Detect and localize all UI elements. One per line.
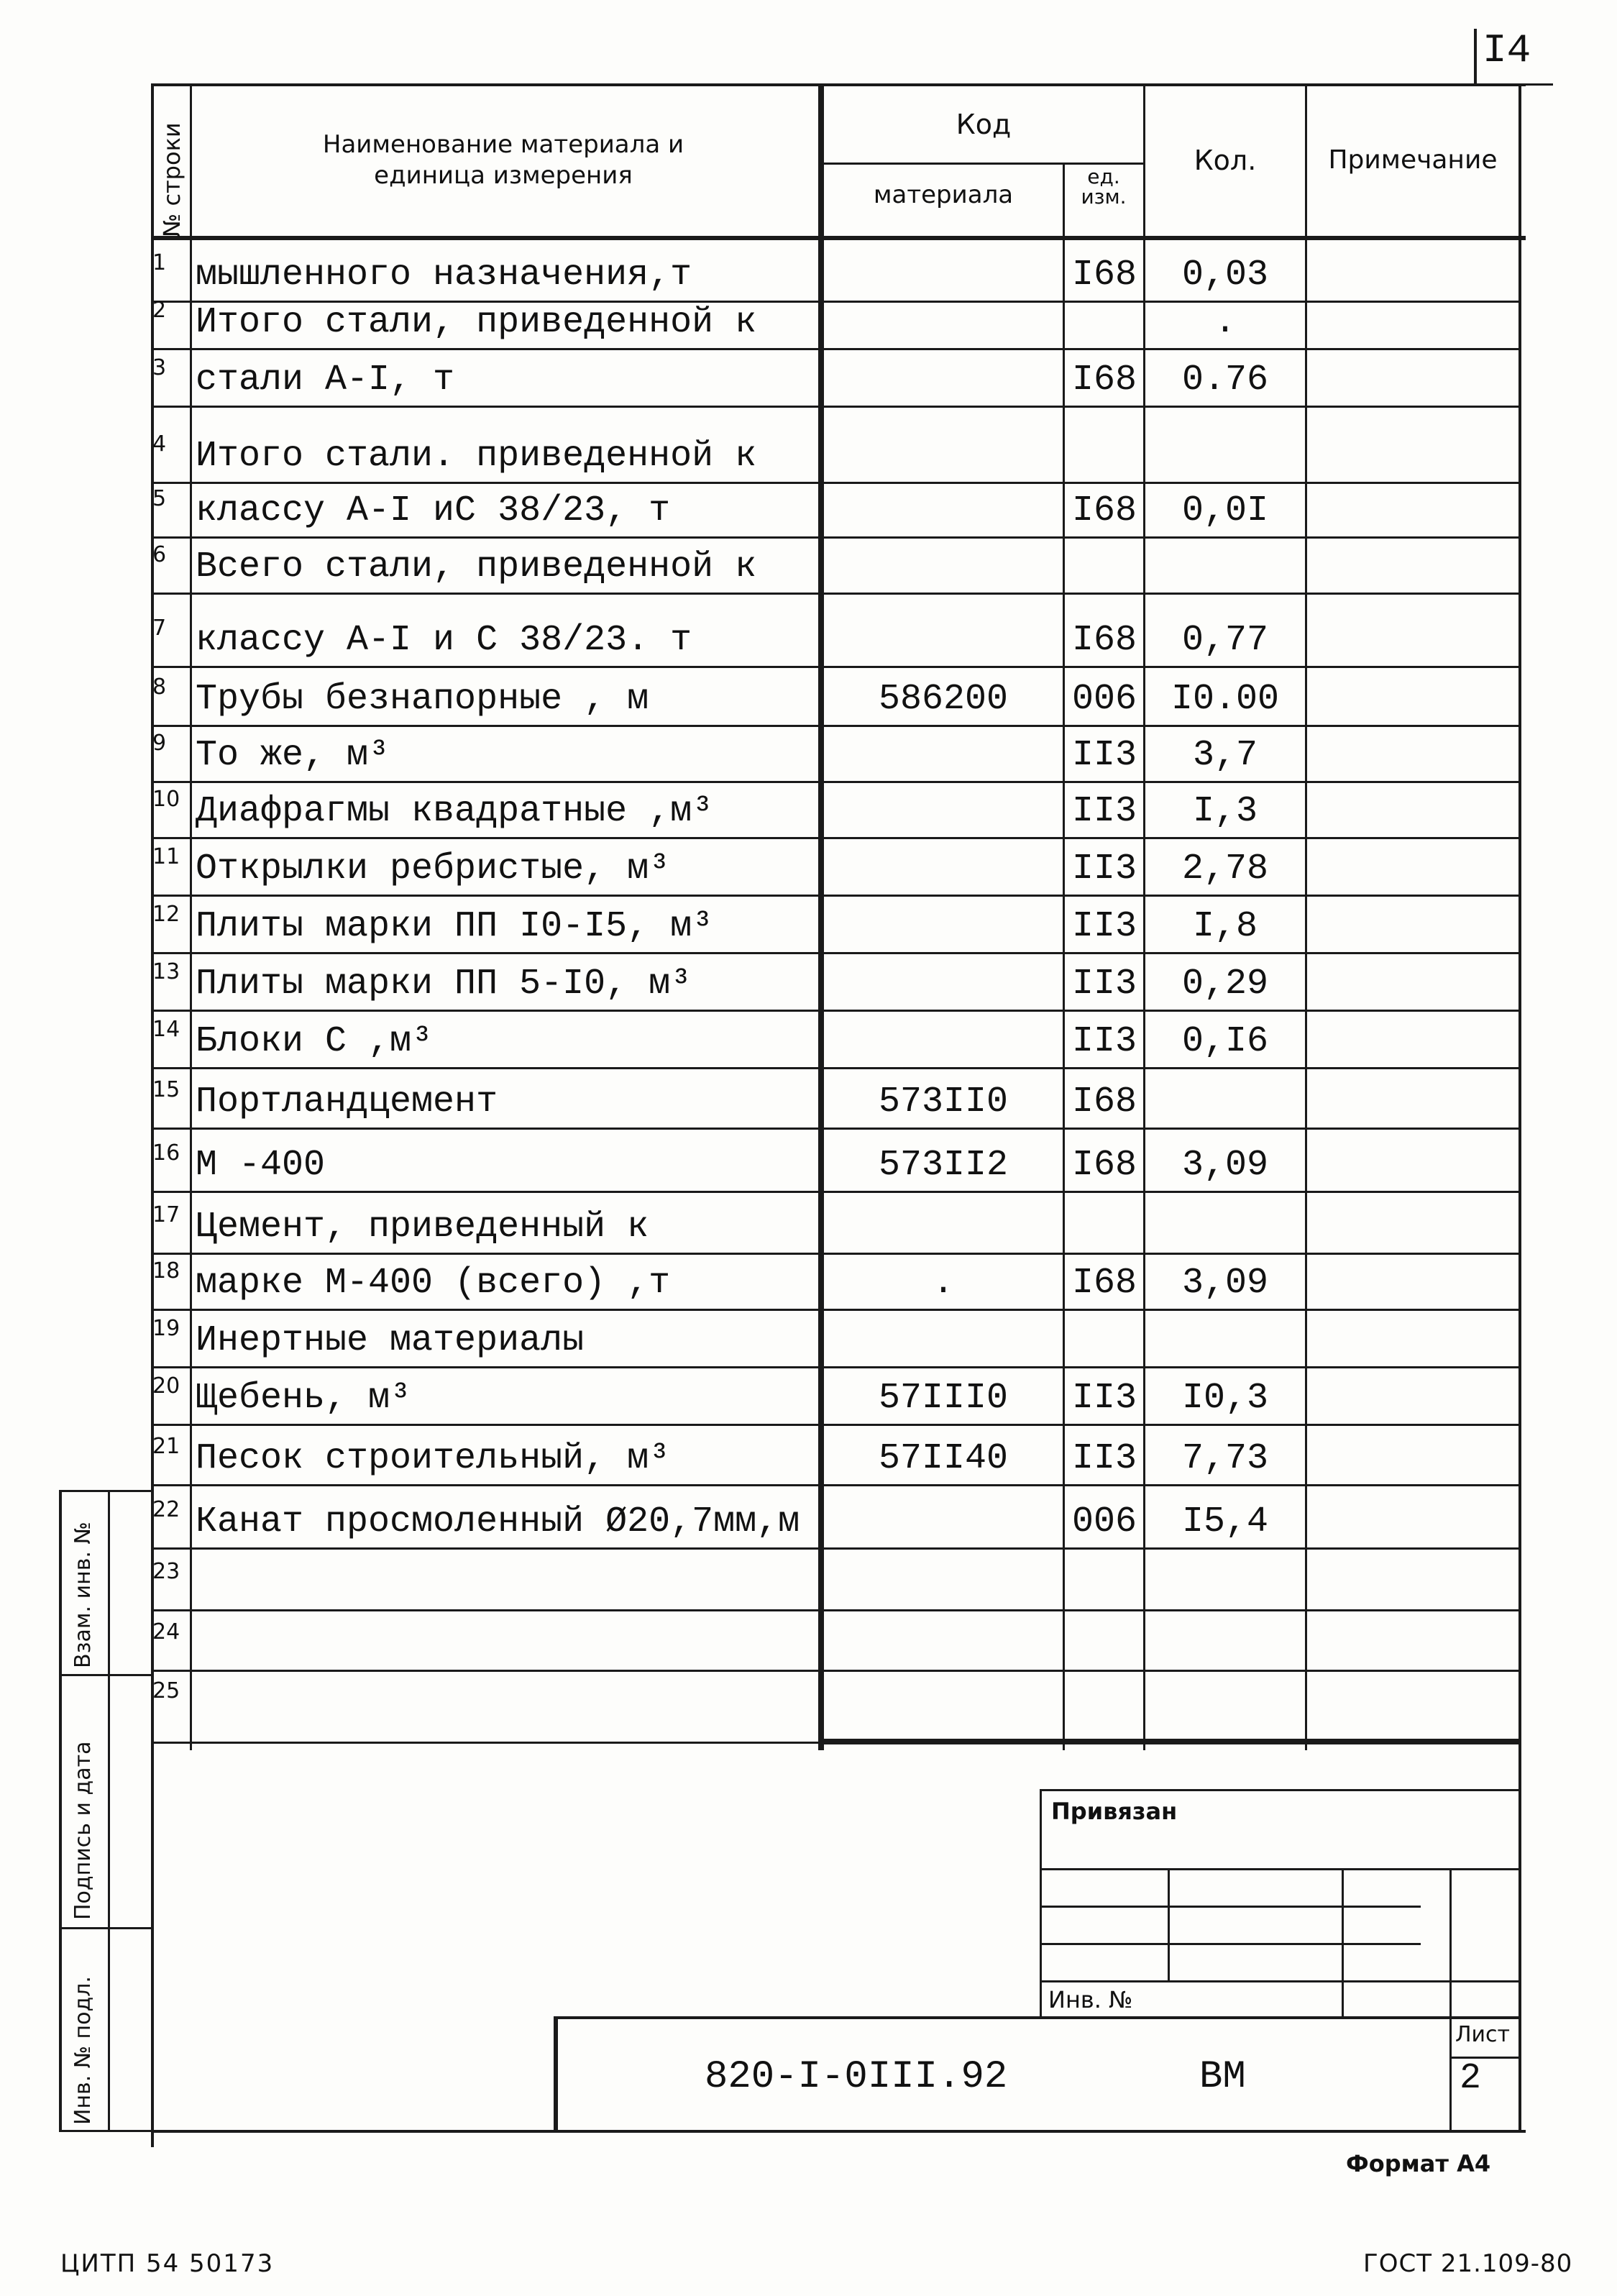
- code-unit-header: ед. изм.: [1081, 165, 1127, 209]
- row-divider: [151, 1547, 1521, 1550]
- material-name: Портландцемент: [196, 1081, 498, 1122]
- quantity: 0,03: [1181, 255, 1269, 296]
- row-number: 5: [152, 486, 167, 511]
- row-divider: [151, 1609, 1521, 1611]
- unit-code: I68: [1071, 1145, 1137, 1186]
- unit-code: 006: [1071, 1501, 1137, 1542]
- row-number: 20: [152, 1373, 180, 1399]
- unit-code: I68: [1071, 620, 1137, 661]
- unit-code: I68: [1071, 255, 1137, 296]
- row-number: 7: [152, 616, 167, 641]
- quantity: I0,3: [1181, 1378, 1269, 1419]
- name-column-header: Наименование материала и единица измерения: [322, 130, 684, 190]
- row-divider: [151, 593, 1521, 595]
- row-number: 4: [152, 431, 167, 457]
- note-column-header: Примечание: [1328, 145, 1498, 175]
- material-name: Итого стали. приведенной к: [196, 436, 757, 477]
- quantity: 0,77: [1181, 620, 1269, 661]
- material-name: То же, м³: [196, 735, 390, 776]
- row-divider: [151, 348, 1521, 350]
- material-name: Трубы безнапорные , м: [196, 679, 649, 720]
- code-material-header: материала: [873, 180, 1014, 209]
- row-number: 12: [152, 902, 180, 927]
- material-name: Открылки ребристые, м³: [196, 849, 671, 889]
- quantity: .: [1214, 302, 1236, 343]
- format-label: Формат А4: [1346, 2150, 1491, 2177]
- unit-code: II3: [1071, 1438, 1137, 1479]
- row-number: 6: [152, 542, 167, 567]
- row-divider: [151, 1366, 1521, 1368]
- page-number: I4: [1483, 27, 1531, 73]
- material-code: .: [932, 1263, 954, 1304]
- quantity: I5,4: [1181, 1501, 1269, 1542]
- material-name: мышленного назначения,т: [196, 255, 692, 296]
- unit-code: II3: [1071, 964, 1137, 1005]
- row-divider: [151, 1010, 1521, 1012]
- unit-code: II3: [1071, 1378, 1137, 1419]
- qty-column-header: Кол.: [1194, 145, 1257, 176]
- quantity: 3,7: [1192, 735, 1258, 776]
- row-number: 13: [152, 959, 180, 984]
- quantity: I,8: [1192, 906, 1258, 947]
- row-divider: [151, 725, 1521, 727]
- inv-podl-label: Инв. № подл.: [70, 1976, 96, 2125]
- material-name: Всего стали, приведенной к: [196, 546, 757, 587]
- material-name: Итого стали, приведенной к: [196, 302, 757, 343]
- material-name: Диафрагмы квадратные ,м³: [196, 791, 714, 832]
- material-code: 57II40: [878, 1438, 1009, 1479]
- material-name: классу А-I и С 38/23. т: [196, 620, 692, 661]
- code-column-header: Код: [956, 109, 1012, 140]
- quantity: 0,0I: [1181, 490, 1269, 531]
- row-number: 22: [152, 1497, 180, 1522]
- row-number: 25: [152, 1678, 180, 1703]
- material-name: классу А-I иС 38/23, т: [196, 490, 671, 531]
- row-divider: [151, 1253, 1521, 1255]
- row-number: 1: [152, 250, 167, 275]
- material-name: Цемент, приведенный к: [196, 1207, 649, 1248]
- material-name: марке М-400 (всего) ,т: [196, 1263, 671, 1304]
- row-number: 16: [152, 1140, 180, 1166]
- material-name: М -400: [196, 1145, 326, 1186]
- inv-no-label: Инв. №: [1048, 1986, 1133, 2013]
- vzam-inv-label: Взам. инв. №: [70, 1522, 96, 1668]
- sheet-label: Лист: [1455, 2022, 1511, 2047]
- row-number: 18: [152, 1258, 180, 1284]
- row-number: 19: [152, 1316, 180, 1341]
- unit-code: I68: [1071, 1263, 1137, 1304]
- row-number: 2: [152, 298, 167, 323]
- unit-code: I68: [1071, 1081, 1137, 1122]
- material-name: Инертные материалы: [196, 1320, 585, 1361]
- row-divider: [151, 1670, 1521, 1672]
- quantity: 0.76: [1181, 360, 1269, 401]
- row-divider: [151, 837, 1521, 839]
- quantity: 2,78: [1181, 849, 1269, 889]
- footer-right: ГОСТ 21.109-80: [1363, 2249, 1573, 2278]
- row-number: 17: [152, 1202, 180, 1227]
- row-number: 10: [152, 787, 180, 812]
- row-number: 24: [152, 1619, 180, 1645]
- row-number: 3: [152, 355, 167, 380]
- unit-code: II3: [1071, 791, 1137, 832]
- sheet-number: 2: [1460, 2058, 1482, 2099]
- unit-code: I68: [1071, 360, 1137, 401]
- row-divider: [151, 1191, 1521, 1193]
- row-divider: [151, 1128, 1521, 1130]
- material-name: Блоки С ,м³: [196, 1021, 434, 1062]
- row-number: 14: [152, 1017, 180, 1042]
- document-type: ВМ: [1199, 2055, 1246, 2099]
- material-name: Песок строительный, м³: [196, 1438, 671, 1479]
- row-divider: [151, 1067, 1521, 1069]
- material-code: 586200: [878, 679, 1009, 720]
- quantity: 3,09: [1181, 1145, 1269, 1186]
- material-code: 573II2: [878, 1145, 1009, 1186]
- material-code: 57III0: [878, 1378, 1009, 1419]
- document-code: 820-I-0III.92: [705, 2055, 1008, 2099]
- row-divider: [151, 1484, 1521, 1486]
- material-name: Плиты марки ПП I0-I5, м³: [196, 906, 714, 947]
- row-number: 9: [152, 731, 167, 756]
- row-number: 23: [152, 1559, 180, 1584]
- unit-code: II3: [1071, 735, 1137, 776]
- unit-code: II3: [1071, 849, 1137, 889]
- row-divider: [151, 666, 1521, 668]
- row-number: 21: [152, 1434, 180, 1459]
- quantity: I,3: [1192, 791, 1258, 832]
- row-divider: [151, 536, 1521, 539]
- material-name: Щебень, м³: [196, 1378, 412, 1419]
- row-divider: [151, 895, 1521, 897]
- row-divider: [151, 1424, 1521, 1426]
- row-number: 8: [152, 674, 167, 700]
- quantity: I0.00: [1171, 679, 1280, 720]
- row-divider: [151, 482, 1521, 484]
- material-code: 573II0: [878, 1081, 1009, 1122]
- row-number: 11: [152, 844, 180, 869]
- quantity: 0,I6: [1181, 1021, 1269, 1062]
- row-divider: [151, 406, 1521, 408]
- row-divider: [151, 1309, 1521, 1311]
- footer-left: ЦИТП 54 50173: [60, 2249, 275, 2278]
- quantity: 3,09: [1181, 1263, 1269, 1304]
- unit-code: 006: [1071, 679, 1137, 720]
- quantity: 7,73: [1181, 1438, 1269, 1479]
- material-name: Канат просмоленный Ø20,7мм,м: [196, 1501, 800, 1542]
- quantity: 0,29: [1181, 964, 1269, 1005]
- row-divider: [151, 952, 1521, 954]
- privyazan-label: Привязан: [1051, 1798, 1178, 1825]
- material-name: Плиты марки ПП 5-I0, м³: [196, 964, 692, 1005]
- podpis-label: Подпись и дата: [70, 1741, 96, 1920]
- unit-code: II3: [1071, 906, 1137, 947]
- unit-code: I68: [1071, 490, 1137, 531]
- row-number: 15: [152, 1077, 180, 1102]
- row-divider: [151, 781, 1521, 783]
- unit-code: II3: [1071, 1021, 1137, 1062]
- material-name: стали А-I, т: [196, 360, 455, 401]
- row-number-header: № строки: [158, 122, 185, 237]
